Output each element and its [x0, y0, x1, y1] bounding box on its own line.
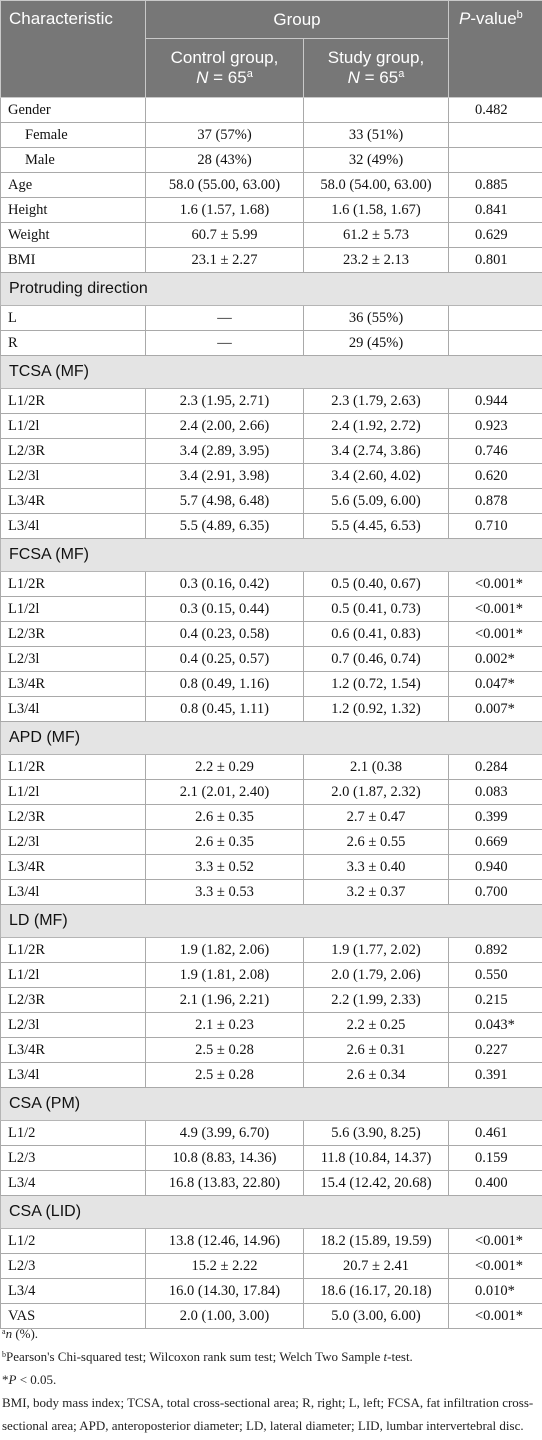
- row-label-cell: L2/3l: [1, 830, 146, 855]
- row-label-cell: Age: [1, 173, 146, 198]
- control-value-cell: 2.3 (1.95, 2.71): [146, 389, 304, 414]
- p-value-cell: 0.710: [449, 514, 542, 539]
- study-value-cell: 1.2 (0.92, 1.32): [304, 697, 449, 722]
- section-title: FCSA (MF): [1, 539, 542, 572]
- p-value-cell: 0.944: [449, 389, 542, 414]
- table-row: [1, 963, 542, 988]
- section-title: CSA (LID): [1, 1196, 542, 1229]
- row-label-cell: L1/2R: [1, 389, 146, 414]
- study-value-cell: 1.2 (0.72, 1.54): [304, 672, 449, 697]
- row-label-cell: Height: [1, 198, 146, 223]
- row-label-cell: L2/3R: [1, 988, 146, 1013]
- study-value-cell: 2.6 ± 0.55: [304, 830, 449, 855]
- study-value-cell: 3.2 ± 0.37: [304, 880, 449, 905]
- control-value-cell: 5.7 (4.98, 6.48): [146, 489, 304, 514]
- control-value-cell: 2.2 ± 0.29: [146, 755, 304, 780]
- control-value-cell: [146, 98, 304, 123]
- control-value-cell: 3.3 ± 0.53: [146, 880, 304, 905]
- section-header-row: [1, 273, 542, 306]
- control-value-cell: 5.5 (4.89, 6.35): [146, 514, 304, 539]
- p-value-cell: 0.002*: [449, 647, 542, 672]
- control-value-cell: —: [146, 331, 304, 356]
- table-row: [1, 855, 542, 880]
- control-value-cell: 10.8 (8.83, 14.36): [146, 1146, 304, 1171]
- p-value-cell: 0.841: [449, 198, 542, 223]
- header-study-group: Study group, $N = 65^a$: [304, 39, 449, 98]
- table-row: [1, 123, 542, 148]
- row-label-cell: L2/3l: [1, 1013, 146, 1038]
- study-value-cell: 1.6 (1.58, 1.67): [304, 198, 449, 223]
- table-row: [1, 988, 542, 1013]
- control-value-cell: 58.0 (55.00, 63.00): [146, 173, 304, 198]
- p-value-cell: 0.700: [449, 880, 542, 905]
- table-row: [1, 672, 542, 697]
- control-value-cell: 0.8 (0.45, 1.11): [146, 697, 304, 722]
- table-row: [1, 1279, 542, 1304]
- p-value-cell: <0.001*: [449, 1304, 542, 1329]
- row-label-cell: L: [1, 306, 146, 331]
- study-value-cell: 23.2 ± 2.13: [304, 248, 449, 273]
- table-row: [1, 464, 542, 489]
- row-label-cell: Male: [1, 148, 146, 173]
- study-value-cell: 2.6 ± 0.31: [304, 1038, 449, 1063]
- study-value-cell: 0.5 (0.41, 0.73): [304, 597, 449, 622]
- row-label-cell: L3/4R: [1, 855, 146, 880]
- study-value-cell: 20.7 ± 2.41: [304, 1254, 449, 1279]
- study-value-cell: 2.4 (1.92, 2.72): [304, 414, 449, 439]
- p-value-cell: 0.284: [449, 755, 542, 780]
- row-label-cell: Gender: [1, 98, 146, 123]
- row-label-cell: L3/4l: [1, 697, 146, 722]
- p-value-cell: 0.892: [449, 938, 542, 963]
- row-label-cell: L1/2l: [1, 414, 146, 439]
- p-value-cell: 0.746: [449, 439, 542, 464]
- control-value-cell: 28 (43%): [146, 148, 304, 173]
- row-label-cell: L3/4l: [1, 880, 146, 905]
- study-value-cell: 5.6 (5.09, 6.00): [304, 489, 449, 514]
- row-label-cell: L1/2l: [1, 597, 146, 622]
- row-label-cell: L3/4: [1, 1171, 146, 1196]
- table-row: [1, 622, 542, 647]
- row-label-cell: L1/2: [1, 1121, 146, 1146]
- row-label-cell: L1/2l: [1, 963, 146, 988]
- table-row: [1, 1254, 542, 1279]
- study-value-cell: 3.4 (2.60, 4.02): [304, 464, 449, 489]
- p-value-cell: <0.001*: [449, 1229, 542, 1254]
- study-value-cell: 0.5 (0.40, 0.67): [304, 572, 449, 597]
- control-value-cell: 2.1 (2.01, 2.40): [146, 780, 304, 805]
- table-row: [1, 414, 542, 439]
- p-value-cell: 0.885: [449, 173, 542, 198]
- study-value-cell: 1.9 (1.77, 2.02): [304, 938, 449, 963]
- section-title: TCSA (MF): [1, 356, 542, 389]
- p-value-cell: 0.047*: [449, 672, 542, 697]
- control-value-cell: 2.6 ± 0.35: [146, 830, 304, 855]
- row-label-cell: L3/4l: [1, 514, 146, 539]
- study-value-cell: 3.4 (2.74, 3.86): [304, 439, 449, 464]
- p-value-cell: 0.923: [449, 414, 542, 439]
- table-row: [1, 880, 542, 905]
- table-row: [1, 938, 542, 963]
- study-value-cell: [304, 98, 449, 123]
- footnote-b: $^b$Pearson's Chi-squared test; Wilcoxon rank sum test; Welch Two Sample t-test.: [2, 1349, 413, 1364]
- row-label-cell: VAS: [1, 1304, 146, 1329]
- study-value-cell: 11.8 (10.84, 14.37): [304, 1146, 449, 1171]
- section-header-row: [1, 539, 542, 572]
- row-label-cell: L1/2l: [1, 780, 146, 805]
- study-value-cell: 2.2 (1.99, 2.33): [304, 988, 449, 1013]
- row-label-cell: L1/2R: [1, 938, 146, 963]
- table-row: [1, 830, 542, 855]
- study-value-cell: 5.0 (3.00, 6.00): [304, 1304, 449, 1329]
- study-value-cell: 2.3 (1.79, 2.63): [304, 389, 449, 414]
- row-label-cell: L3/4R: [1, 1038, 146, 1063]
- table-body: [1, 98, 542, 1329]
- study-value-cell: 0.6 (0.41, 0.83): [304, 622, 449, 647]
- row-label-cell: L1/2: [1, 1229, 146, 1254]
- row-label-cell: L1/2R: [1, 572, 146, 597]
- row-label-cell: L3/4: [1, 1279, 146, 1304]
- p-value-cell: [449, 123, 542, 148]
- table-row: [1, 306, 542, 331]
- study-value-cell: 0.7 (0.46, 0.74): [304, 647, 449, 672]
- p-value-cell: 0.215: [449, 988, 542, 1013]
- row-label-cell: L2/3R: [1, 439, 146, 464]
- study-value-cell: 18.2 (15.89, 19.59): [304, 1229, 449, 1254]
- table-row: [1, 1121, 542, 1146]
- p-value-cell: 0.227: [449, 1038, 542, 1063]
- study-value-cell: 33 (51%): [304, 123, 449, 148]
- study-value-cell: 2.7 ± 0.47: [304, 805, 449, 830]
- section-header-row: [1, 722, 542, 755]
- study-value-cell: 2.6 ± 0.34: [304, 1063, 449, 1088]
- section-header-row: [1, 1196, 542, 1229]
- p-value-cell: 0.878: [449, 489, 542, 514]
- control-value-cell: 37 (57%): [146, 123, 304, 148]
- p-value-cell: 0.083: [449, 780, 542, 805]
- control-value-cell: 15.2 ± 2.22: [146, 1254, 304, 1279]
- table-row: [1, 697, 542, 722]
- control-value-cell: 0.8 (0.49, 1.16): [146, 672, 304, 697]
- control-value-cell: 3.4 (2.91, 3.98): [146, 464, 304, 489]
- p-value-cell: 0.620: [449, 464, 542, 489]
- p-value-cell: <0.001*: [449, 1254, 542, 1279]
- section-title: CSA (PM): [1, 1088, 542, 1121]
- p-value-cell: 0.399: [449, 805, 542, 830]
- p-value-cell: 0.940: [449, 855, 542, 880]
- row-label-cell: L2/3R: [1, 622, 146, 647]
- control-value-cell: 60.7 ± 5.99: [146, 223, 304, 248]
- table-row: [1, 439, 542, 464]
- study-value-cell: 36 (55%): [304, 306, 449, 331]
- control-value-cell: 3.3 ± 0.52: [146, 855, 304, 880]
- control-value-cell: 0.4 (0.25, 0.57): [146, 647, 304, 672]
- p-value-cell: 0.007*: [449, 697, 542, 722]
- table-row: [1, 1038, 542, 1063]
- row-label-cell: L3/4l: [1, 1063, 146, 1088]
- control-value-cell: 0.3 (0.16, 0.42): [146, 572, 304, 597]
- p-value-cell: [449, 331, 542, 356]
- table-row: [1, 572, 542, 597]
- table-row: [1, 98, 542, 123]
- section-title: Protruding direction: [1, 273, 542, 306]
- row-label-cell: L2/3R: [1, 805, 146, 830]
- table-row: [1, 780, 542, 805]
- table-row: [1, 805, 542, 830]
- table-footnotes: [0, 1322, 540, 1437]
- section-header-row: [1, 356, 542, 389]
- study-value-cell: 5.6 (3.90, 8.25): [304, 1121, 449, 1146]
- control-value-cell: 2.1 (1.96, 2.21): [146, 988, 304, 1013]
- p-value-cell: [449, 148, 542, 173]
- control-value-cell: 2.6 ± 0.35: [146, 805, 304, 830]
- row-label-cell: L3/4R: [1, 489, 146, 514]
- header-control-group: Control group, $N = 65^a$: [146, 39, 304, 98]
- study-value-cell: 2.2 ± 0.25: [304, 1013, 449, 1038]
- study-value-cell: 2.1 (0.38: [304, 755, 449, 780]
- p-value-cell: 0.669: [449, 830, 542, 855]
- study-value-cell: 2.0 (1.87, 2.32): [304, 780, 449, 805]
- table-row: [1, 755, 542, 780]
- control-value-cell: 0.4 (0.23, 0.58): [146, 622, 304, 647]
- table-row: [1, 1013, 542, 1038]
- section-header-row: [1, 905, 542, 938]
- header-p-value: P-value$^b$: [449, 1, 542, 98]
- control-value-cell: 3.4 (2.89, 3.95): [146, 439, 304, 464]
- header-group: Group: [146, 1, 449, 39]
- row-label-cell: L3/4R: [1, 672, 146, 697]
- study-value-cell: 3.3 ± 0.40: [304, 855, 449, 880]
- row-label-cell: R: [1, 331, 146, 356]
- p-value-cell: 0.461: [449, 1121, 542, 1146]
- table-header: [1, 1, 542, 98]
- p-value-cell: 0.482: [449, 98, 542, 123]
- p-value-cell: 0.801: [449, 248, 542, 273]
- p-value-cell: 0.010*: [449, 1279, 542, 1304]
- p-value-cell: 0.400: [449, 1171, 542, 1196]
- p-value-cell: 0.629: [449, 223, 542, 248]
- p-value-cell: 0.550: [449, 963, 542, 988]
- section-title: APD (MF): [1, 722, 542, 755]
- row-label-cell: L2/3l: [1, 647, 146, 672]
- section-header-row: [1, 1088, 542, 1121]
- table-row: [1, 173, 542, 198]
- control-value-cell: 2.5 ± 0.28: [146, 1038, 304, 1063]
- table-row: [1, 331, 542, 356]
- study-value-cell: 5.5 (4.45, 6.53): [304, 514, 449, 539]
- p-value-cell: <0.001*: [449, 597, 542, 622]
- control-value-cell: 1.6 (1.57, 1.68): [146, 198, 304, 223]
- study-value-cell: 58.0 (54.00, 63.00): [304, 173, 449, 198]
- control-value-cell: —: [146, 306, 304, 331]
- row-label-cell: Weight: [1, 223, 146, 248]
- table-row: [1, 489, 542, 514]
- row-label-cell: L1/2R: [1, 755, 146, 780]
- table-row: [1, 647, 542, 672]
- control-value-cell: 2.5 ± 0.28: [146, 1063, 304, 1088]
- table-row: [1, 1146, 542, 1171]
- table-row: [1, 1229, 542, 1254]
- control-value-cell: 4.9 (3.99, 6.70): [146, 1121, 304, 1146]
- table-row: [1, 1063, 542, 1088]
- control-value-cell: 1.9 (1.81, 2.08): [146, 963, 304, 988]
- study-value-cell: 15.4 (12.42, 20.68): [304, 1171, 449, 1196]
- p-value-cell: <0.001*: [449, 622, 542, 647]
- footnote-a: $^a$n (%).: [2, 1326, 39, 1341]
- study-value-cell: 61.2 ± 5.73: [304, 223, 449, 248]
- row-label-cell: L2/3: [1, 1254, 146, 1279]
- footnote-abbreviations: BMI, body mass index; TCSA, total cross-sectional area; R, right; L, left; FCSA, fat infiltration cross-sectional area; APD, anteroposterior diameter; LD, lateral diameter; LID, lumbar intervertebral disc.: [2, 1395, 534, 1433]
- p-value-cell: 0.159: [449, 1146, 542, 1171]
- table-row: [1, 223, 542, 248]
- row-label-cell: L2/3l: [1, 464, 146, 489]
- table-row: [1, 198, 542, 223]
- control-value-cell: 13.8 (12.46, 14.96): [146, 1229, 304, 1254]
- control-value-cell: 16.8 (13.83, 22.80): [146, 1171, 304, 1196]
- control-value-cell: 2.0 (1.00, 3.00): [146, 1304, 304, 1329]
- p-value-cell: 0.043*: [449, 1013, 542, 1038]
- p-value-cell: 0.391: [449, 1063, 542, 1088]
- table-row: [1, 389, 542, 414]
- table-row: [1, 248, 542, 273]
- study-value-cell: 29 (45%): [304, 331, 449, 356]
- control-value-cell: 2.4 (2.00, 2.66): [146, 414, 304, 439]
- row-label-cell: BMI: [1, 248, 146, 273]
- study-value-cell: 2.0 (1.79, 2.06): [304, 963, 449, 988]
- p-value-cell: [449, 306, 542, 331]
- control-value-cell: 16.0 (14.30, 17.84): [146, 1279, 304, 1304]
- p-value-cell: <0.001*: [449, 572, 542, 597]
- header-characteristic: Characteristic: [1, 1, 146, 98]
- control-value-cell: 2.1 ± 0.23: [146, 1013, 304, 1038]
- study-value-cell: 18.6 (16.17, 20.18): [304, 1279, 449, 1304]
- control-value-cell: 1.9 (1.82, 2.06): [146, 938, 304, 963]
- control-value-cell: 23.1 ± 2.27: [146, 248, 304, 273]
- footnote-significance: *P < 0.05.: [2, 1372, 57, 1387]
- row-label-cell: Female: [1, 123, 146, 148]
- table-row: [1, 514, 542, 539]
- study-value-cell: 32 (49%): [304, 148, 449, 173]
- row-label-cell: L2/3: [1, 1146, 146, 1171]
- table-row: [1, 597, 542, 622]
- control-value-cell: 0.3 (0.15, 0.44): [146, 597, 304, 622]
- table-row: [1, 148, 542, 173]
- table-row: [1, 1171, 542, 1196]
- section-title: LD (MF): [1, 905, 542, 938]
